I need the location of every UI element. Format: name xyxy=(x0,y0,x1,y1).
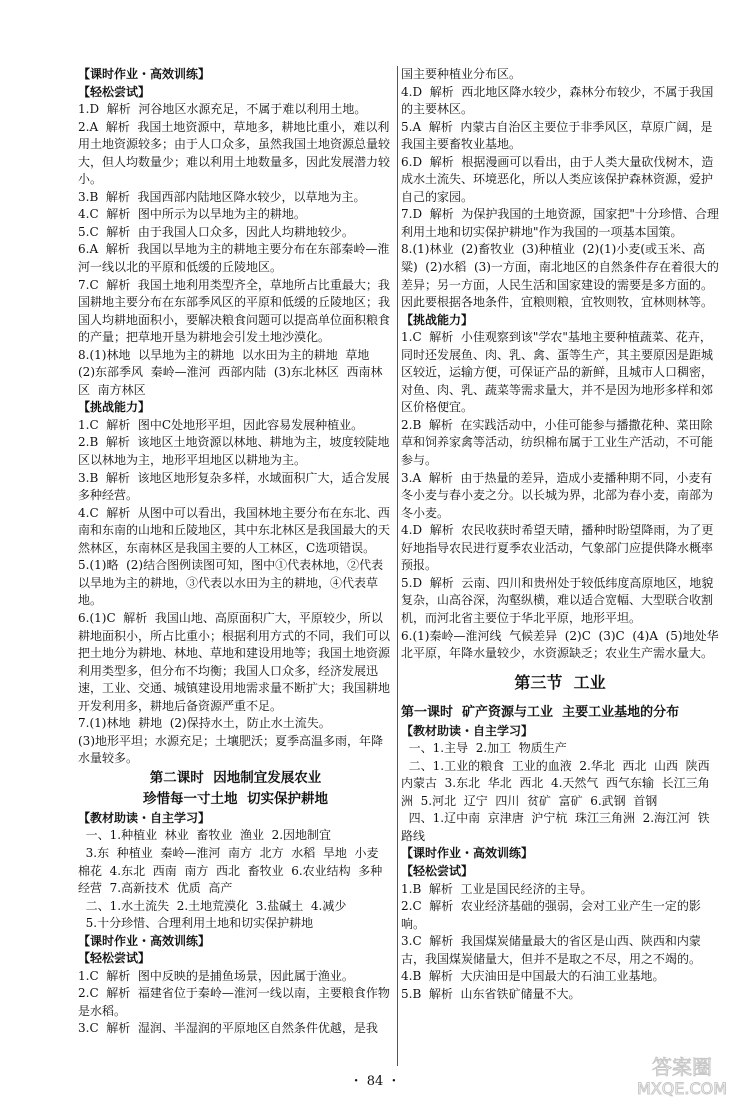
page-number: ・ 84 ・ xyxy=(349,1074,401,1089)
section-heading: 【课时作业・高效训练】 xyxy=(401,846,534,861)
answer-item: 国主要种植业分布区。 xyxy=(401,67,522,81)
answer-item: 2.B 解析 在实践活动中，小佳可能参与播撒花种、菜田除草和饲养家禽等活动，纺织棉布属于工业生产活动，不可能参与。 xyxy=(401,417,714,468)
answer-item: 3.C 解析 湿润、半湿润的平原地区自然条件优越，是我 xyxy=(78,1021,378,1036)
answer-item: 7.C 解析 我国土地利用类型齐全，草地所占比重最大；我国耕地主要分布在东部季风区的平原和低缓的丘陵地区；我国人均耕地面积小，要解决粮食问题可以提高单位面积粮食的产量；把草地开垦为耕地会引发土地沙漠化。 xyxy=(78,277,391,345)
answer-item: 2.A 解析 我国土地资源中，草地多，耕地比重小，难以利用土地资源较多；由于人口众多，虽然我国土地资源总量较大，但人均数量少；难以利用土地数量多，因此发展潜力较小。 xyxy=(78,119,391,187)
answer-item: 二、1.水土流失 2.土地荒漠化 3.盐碱土 4.减少 xyxy=(78,898,347,913)
answer-item: 1.B 解析 工业是国民经济的主导。 xyxy=(401,881,593,896)
answer-item: (3)地形平坦；水源充足；土壤肥沃；夏季高温多雨，年降水量较多。 xyxy=(78,733,384,766)
section-heading: 【挑战能力】 xyxy=(78,400,151,415)
answer-item: 6.(1)C 解析 我国山地、高原面积广大，平原较少，所以耕地面积小，所占比重小；根据利用方式的不同，我们可以把土地分为耕地、林地、草地和建设用地等；我国土地资源利用类型多，但分布不均衡；我国人口众多，经济发展迅速，工业、交通、城镇建设用地需求量不断扩大；我国耕地开发利用多，耕地后备资源严重不足。 xyxy=(78,610,391,713)
section-heading: 【课时作业・高效训练】 xyxy=(78,933,211,948)
section-heading: 【课时作业・高效训练】 xyxy=(78,67,211,81)
answer-item: 3.C 解析 我国煤炭储量最大的省区是山西、陕西和内蒙古，我国煤炭储量大，但并不是取之不尽，用之不竭的。 xyxy=(401,934,702,966)
answer-item: 2.C 解析 农业经济基础的强弱，会对工业产生一定的影响。 xyxy=(401,899,701,931)
answer-item: 3.东 种植业 秦岭—淮河 南方 北方 水稻 旱地 小麦 棉花 4.东北 西南 南方 西北 畜牧业 6.农业结构 多种经营 7.高新技术 优质 高产 xyxy=(78,845,387,896)
answer-item: 7.(1)林地 耕地 (2)保持水土，防止水土流失。 xyxy=(78,716,331,731)
answer-item: 一、1.种植业 林业 畜牧业 渔业 2.因地制宜 xyxy=(78,828,332,843)
answer-item: 4.B 解析 大庆油田是中国最大的石油工业基地。 xyxy=(401,969,665,984)
answer-item: 3.B 解析 该地区地形复杂多样，水域面积广大，适合发展多种经营。 xyxy=(78,470,390,503)
answer-item: 4.D 解析 农民收获时希望天晴，播种时盼望降雨，为了更好地指导农民进行夏季农业活动，气象部门应提供降水概率预报。 xyxy=(401,523,714,573)
answer-item: 4.D 解析 西北地区降水较少，森林分布较少，不属于我国的主要林区。 xyxy=(401,84,714,117)
section-heading: 【轻松尝试】 xyxy=(78,951,151,966)
answer-item: 5.(1)略 (2)结合图例读图可知，图中①代表林地，②代表以旱地为主的耕地，③代表以水田为主的耕地，④代表草地。 xyxy=(78,558,384,608)
answer-item: 4.C 解析 从图中可以看出，我国林地主要分布在东北、西南和东南的山地和丘陵地区，其中东北林区是我国最大的天然林区，东南林区是我国主要的人工林区，C选项错误。 xyxy=(78,505,391,555)
section-heading: 【教材助读・自主学习】 xyxy=(78,810,211,825)
answer-item: 6.(1)秦岭—淮河线 气候差异 (2)C (3)C (4)A (5)地处华北平原，年降水量较少，水资源缺乏；农业生产需水量大。 xyxy=(401,628,719,661)
left-column xyxy=(78,66,393,1038)
answer-item: 5.D 解析 云南、四川和贵州处于较低纬度高原地区，地貌复杂，山高谷深，沟壑纵横，难以适合宽幅、大型联合收割机，而河北省主要位于华北平原，地形平坦。 xyxy=(401,575,714,625)
answer-item: 二、1.工业的粮食 工业的血液 2.华北 西北 山西 陕西 内蒙古 3.东北 华北 西北 4.天然气 西气东输 长江三角洲 5.河北 辽宁 四川 贫矿 富矿 6.武钢 首钢 xyxy=(401,758,718,808)
answer-item: 2.B 解析 该地区土地资源以林地、耕地为主，坡度较陡地区以林地为主，地形平坦地区以耕地为主。 xyxy=(78,435,390,468)
section-heading: 【挑战能力】 xyxy=(401,312,474,327)
lesson-title: 第一课时 矿产资源与工业 主要工业基地的分布 xyxy=(401,704,680,720)
answer-item: 四、1.辽中南 京津唐 沪宁杭 珠江三角洲 2.海江河 铁路线 xyxy=(401,811,710,843)
watermark-logo xyxy=(622,1052,742,1100)
answer-item: 1.D 解析 河谷地区水源充足，不属于难以利用土地。 xyxy=(78,102,367,117)
section-heading: 【轻松尝试】 xyxy=(401,863,474,878)
answer-item: 1.C 解析 小佳观察到该"学农"基地主要种植蔬菜、花卉，同时还发展鱼、肉、乳、禽、蛋等生产，其主要原因是距城区较近，运输方便，可保证产品的新鲜，且城市人口稠密，对鱼、肉、乳、蔬菜等需求量大，并不是因为地形多样和郊区价格便宜。 xyxy=(401,330,714,415)
answer-item: 8.(1)林业 (2)畜牧业 (3)种植业 (2)(1)小麦(或玉米、高粱) (2)水稻 (3)一方面，南北地区的自然条件存在着很大的差异；另一方面，人民生活和国家建设的需要是多方面的。因此要根据各地条件，宜粮则粮，宜牧则牧，宜林则林等。 xyxy=(401,242,719,310)
watermark-line1: 答案圈 xyxy=(652,1055,712,1079)
answer-item: 7.D 解析 为保护我国的土地资源，国家把"十分珍惜、合理利用土地和切实保护耕地"作为我国的一项基本国策。 xyxy=(401,207,719,239)
answer-item: 8.(1)林地 以旱地为主的耕地 以水田为主的耕地 草地 (2)东部季风 秦岭—淮河 西部内陆 (3)东北林区 西南林区 南方林区 xyxy=(78,347,383,397)
chapter-title: 第三节 工业 xyxy=(514,672,606,692)
answer-item: 5.C 解析 由于我国人口众多，因此人均耕地较少。 xyxy=(78,224,354,239)
answer-item: 一、1.主导 2.加工 物质生产 xyxy=(401,741,567,756)
watermark-line2: MXQE.COM xyxy=(636,1079,728,1098)
answer-item: 6.D 解析 根据漫画可以看出，由于人类大量砍伐树木，造成水土流失、环境恶化，所以人类应该保护森林资源，爱护自己的家园。 xyxy=(401,154,714,204)
lesson-title: 珍惜每一寸土地 切实保护耕地 xyxy=(143,790,328,807)
lesson-title: 第二课时 因地制宜发展农业 xyxy=(149,769,322,786)
section-heading: 【轻松尝试】 xyxy=(78,84,151,99)
answer-item: 1.C 解析 图中C处地形平坦，因此容易发展种植业。 xyxy=(78,417,364,432)
answer-item: 5.十分珍惜、合理利用土地和切实保护耕地 xyxy=(78,916,314,931)
right-column xyxy=(401,66,719,1003)
answer-item: 1.C 解析 图中反映的是捕鱼场景，因此属于渔业。 xyxy=(78,968,354,983)
answer-item: 3.A 解析 由于热量的差异，造成小麦播种期不同，小麦有冬小麦与春小麦之分。以长城为界，北部为春小麦，南部为冬小麦。 xyxy=(401,470,714,520)
answer-item: 5.B 解析 山东省铁矿储量不大。 xyxy=(401,986,581,1001)
answer-item: 4.C 解析 图中所示为以旱地为主的耕地。 xyxy=(78,207,306,222)
answer-item: 3.B 解析 我国西部内陆地区降水较少，以草地为主。 xyxy=(78,189,366,204)
column-divider xyxy=(397,66,398,1066)
section-heading: 【教材助读・自主学习】 xyxy=(401,723,534,738)
answer-item: 6.A 解析 我国以旱地为主的耕地主要分布在东部秦岭—淮河一线以北的平原和低缓的丘陵地区。 xyxy=(78,242,390,275)
answer-item: 2.C 解析 福建省位于秦岭—淮河一线以南，主要粮食作物是水稻。 xyxy=(78,986,390,1018)
answer-item: 5.A 解析 内蒙古自治区主要位于非季风区，草原广阔，是我国主要畜牧业基地。 xyxy=(401,119,713,152)
